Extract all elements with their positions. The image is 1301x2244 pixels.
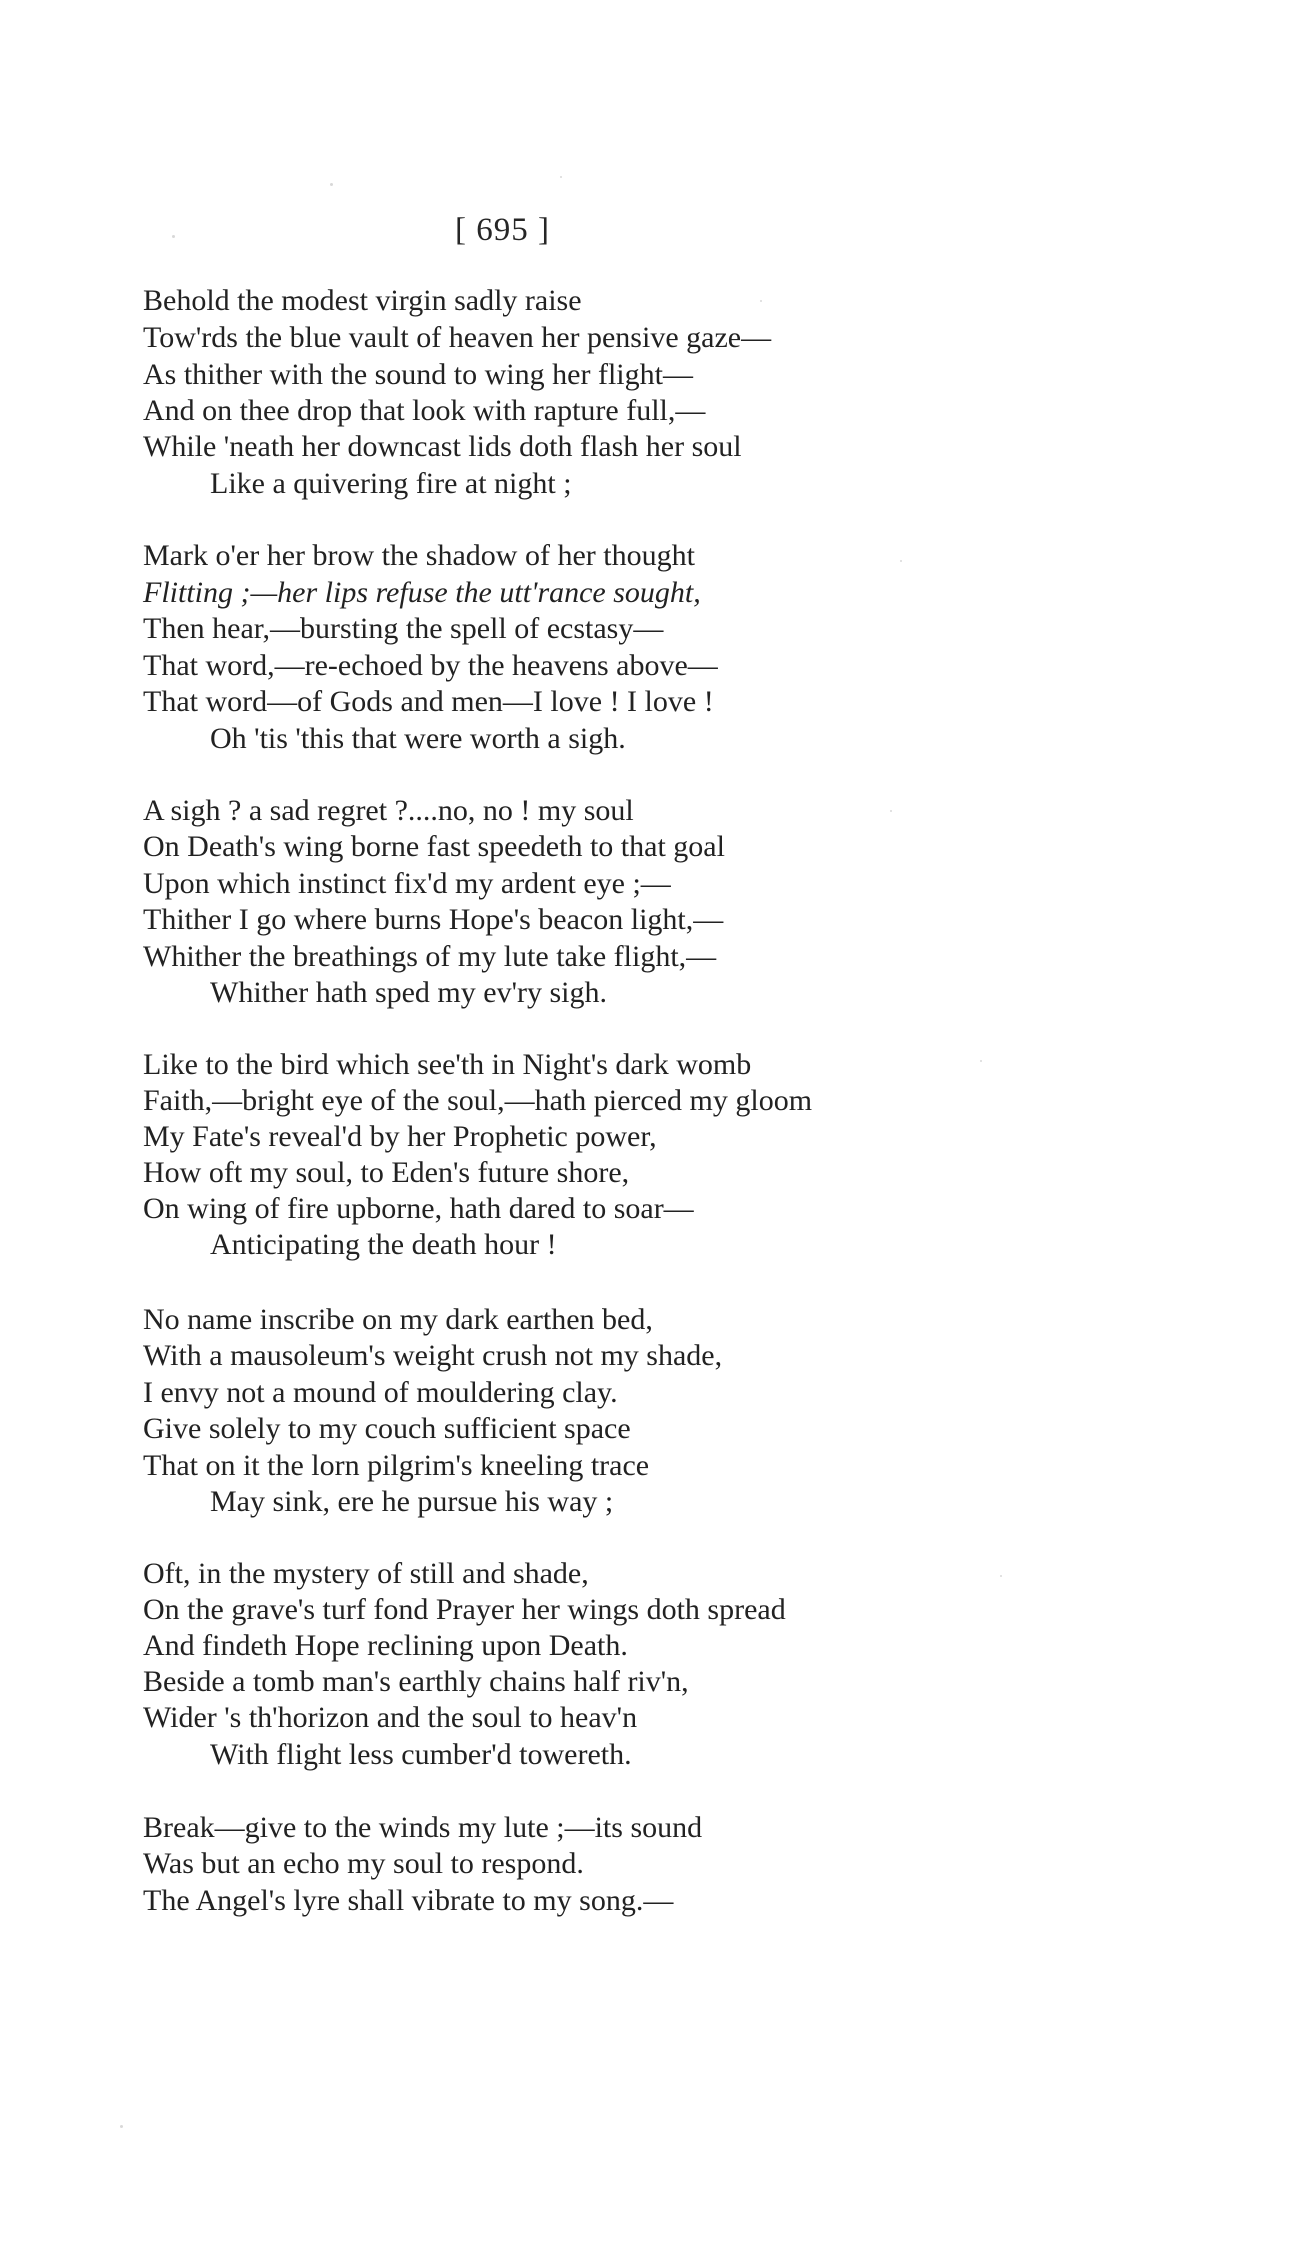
poem-line-text: Flitting ;—her lips refuse the utt'rance sought, — [143, 576, 701, 609]
poem-line: Like to the bird which see'th in Night's dark womb — [143, 1048, 752, 1081]
poem-line: Then hear,—bursting the spell of ecstasy— — [143, 612, 664, 645]
poem-line: On Death's wing borne fast speedeth to that goal — [143, 830, 725, 863]
poem-line: Upon which instinct fix'd my ardent eye ;— — [143, 867, 671, 900]
poem-line: May sink, ere he pursue his way ; — [210, 1485, 614, 1518]
poem-line: Behold the modest virgin sadly raise — [143, 284, 582, 317]
poem-line: Give solely to my couch sufficient space — [143, 1412, 631, 1445]
poem-line: Anticipating the death hour ! — [210, 1228, 557, 1261]
poem-line: That word,—re-echoed by the heavens above— — [143, 649, 718, 682]
poem-line: And findeth Hope reclining upon Death. — [143, 1629, 628, 1662]
poem-line: Tow'rds the blue vault of heaven her pensive gaze— — [143, 321, 772, 354]
poem-line: Faith,—bright eye of the soul,—hath pierced my gloom — [143, 1084, 813, 1117]
poem-line: On the grave's turf fond Prayer her wings doth spread — [143, 1593, 786, 1626]
poem-line: Whither the breathings of my lute take flight,— — [143, 940, 717, 973]
poem-line: That word—of Gods and men—I love ! I love ! — [143, 685, 714, 718]
poem-line: No name inscribe on my dark earthen bed, — [143, 1303, 653, 1336]
poem-line: That on it the lorn pilgrim's kneeling trace — [143, 1449, 650, 1482]
poem-line: With a mausoleum's weight crush not my shade, — [143, 1339, 723, 1372]
poem-line: My Fate's reveal'd by her Prophetic power, — [143, 1120, 657, 1153]
poem-line: Mark o'er her brow the shadow of her thought — [143, 539, 695, 572]
poem-line: How oft my soul, to Eden's future shore, — [143, 1156, 630, 1189]
poem-line: Whither hath sped my ev'ry sigh. — [210, 976, 607, 1009]
poem-line: As thither with the sound to wing her flight— — [143, 358, 693, 391]
poem-line — [143, 575, 701, 611]
poem-line: And on thee drop that look with rapture full,— — [143, 394, 706, 427]
poem-line: Like a quivering fire at night ; — [210, 467, 572, 500]
poem-line: Wider 's th'horizon and the soul to heav'n — [143, 1701, 638, 1734]
poem-line: Was but an echo my soul to respond. — [143, 1847, 584, 1880]
poem-line: With flight less cumber'd towereth. — [210, 1738, 632, 1771]
poem-line: While 'neath her downcast lids doth flash her soul — [143, 430, 742, 463]
poem-line: Oh 'tis 'this that were worth a sigh. — [210, 722, 626, 755]
poem-line: Beside a tomb man's earthly chains half riv'n, — [143, 1665, 689, 1698]
poem-line: A sigh ? a sad regret ?....no, no ! my soul — [143, 794, 634, 827]
poem-line: I envy not a mound of mouldering clay. — [143, 1376, 618, 1409]
poem-line: On wing of fire upborne, hath dared to soar— — [143, 1192, 694, 1225]
poem-line: Oft, in the mystery of still and shade, — [143, 1557, 589, 1590]
poem-line: Thither I go where burns Hope's beacon light,— — [143, 903, 724, 936]
poem-line: Break—give to the winds my lute ;—its sound — [143, 1811, 703, 1844]
poem-line: The Angel's lyre shall vibrate to my song.— — [143, 1884, 674, 1917]
page-number: [ 695 ] — [455, 212, 550, 248]
